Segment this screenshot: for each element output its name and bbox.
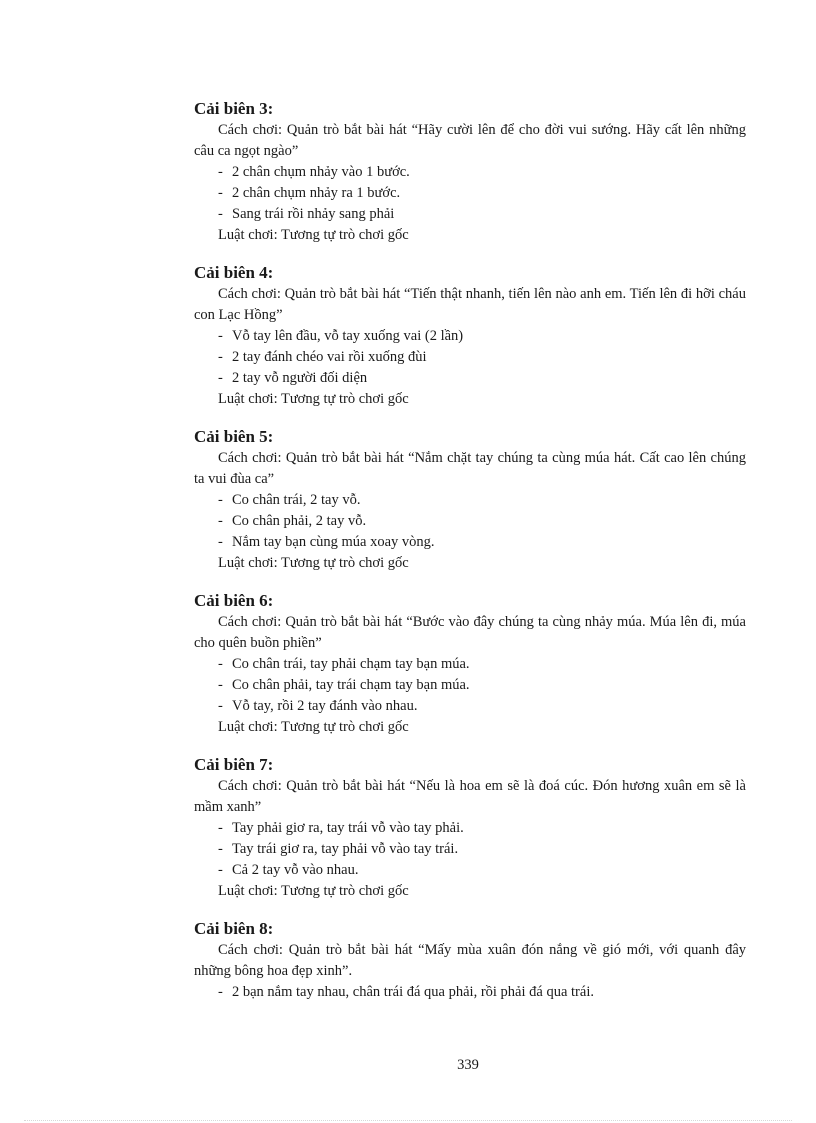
- list-item: - Co chân trái, 2 tay vỗ.: [218, 492, 361, 508]
- section-title: Cải biên 3:: [194, 99, 274, 118]
- section-cai-bien-4: [194, 260, 746, 410]
- section-title: Cải biên 4:: [194, 263, 274, 282]
- step-list: [194, 818, 746, 881]
- list-item: - Co chân phải, tay trái chạm tay bạn múa.: [218, 677, 470, 693]
- list-item: - 2 chân chụm nhảy vào 1 bước.: [218, 164, 410, 180]
- list-item: - Nắm tay bạn cùng múa xoay vòng.: [218, 534, 435, 550]
- step-list: [194, 654, 746, 717]
- section-paragraph: Cách chơi: Quản trò bắt bài hát “Nếu là hoa em sẽ là đoá cúc. Đón hương xuân em sẽ là mầm xanh”: [194, 778, 746, 815]
- section-paragraph: Cách chơi: Quản trò bắt bài hát “Nắm chặt tay chúng ta cùng múa hát. Cất cao lên chúng ta vui đùa ca”: [194, 450, 746, 487]
- rule-text: Luật chơi: Tương tự trò chơi gốc: [218, 555, 409, 571]
- section-cai-bien-8: [194, 916, 746, 1003]
- section-paragraph: Cách chơi: Quản trò bắt bài hát “Bước vào đây chúng ta cùng nhảy múa. Múa lên đi, múa cho quên buồn phiền”: [194, 614, 746, 651]
- list-item: - Vỗ tay lên đầu, vỗ tay xuống vai (2 lần): [218, 328, 464, 344]
- section-paragraph: Cách chơi: Quản trò bắt bài hát “Hãy cười lên để cho đời vui sướng. Hãy cất lên những câu ca ngọt ngào”: [194, 122, 746, 159]
- step-list: [194, 490, 746, 553]
- page-number: 339: [457, 1057, 479, 1073]
- list-item: - 2 tay đánh chéo vai rồi xuống đùi: [218, 349, 427, 365]
- rule-text: Luật chơi: Tương tự trò chơi gốc: [218, 883, 409, 899]
- step-list: [194, 326, 746, 389]
- rule-text: Luật chơi: Tương tự trò chơi gốc: [218, 227, 409, 243]
- document-page: [194, 96, 746, 1017]
- step-list: [194, 162, 746, 225]
- list-item: - 2 tay vỗ người đối diện: [218, 370, 368, 386]
- footer-divider: [24, 1120, 792, 1121]
- rule-text: Luật chơi: Tương tự trò chơi gốc: [218, 719, 409, 735]
- section-cai-bien-5: [194, 424, 746, 574]
- section-cai-bien-3: [194, 96, 746, 246]
- section-cai-bien-7: [194, 752, 746, 902]
- list-item: - Tay phải giơ ra, tay trái vỗ vào tay phải.: [218, 820, 464, 836]
- list-item: - 2 bạn nắm tay nhau, chân trái đá qua phải, rồi phải đá qua trái.: [218, 984, 594, 1000]
- list-item: - Cả 2 tay vỗ vào nhau.: [218, 862, 359, 878]
- section-title: Cải biên 7:: [194, 755, 274, 774]
- section-title: Cải biên 8:: [194, 919, 274, 938]
- section-paragraph: Cách chơi: Quản trò bắt bài hát “Tiến thật nhanh, tiến lên nào anh em. Tiến lên đi hỡi cháu con Lạc Hồng”: [194, 286, 746, 323]
- rule-text: Luật chơi: Tương tự trò chơi gốc: [218, 391, 409, 407]
- list-item: - Co chân trái, tay phải chạm tay bạn múa.: [218, 656, 470, 672]
- section-title: Cải biên 5:: [194, 427, 274, 446]
- list-item: - Tay trái giơ ra, tay phải vỗ vào tay trái.: [218, 841, 459, 857]
- list-item: - 2 chân chụm nhảy ra 1 bước.: [218, 185, 401, 201]
- list-item: - Vỗ tay, rồi 2 tay đánh vào nhau.: [218, 698, 418, 714]
- list-item: - Sang trái rồi nhảy sang phải: [218, 206, 395, 222]
- list-item: - Co chân phải, 2 tay vỗ.: [218, 513, 367, 529]
- section-title: Cải biên 6:: [194, 591, 274, 610]
- step-list: [194, 982, 746, 1003]
- section-cai-bien-6: [194, 588, 746, 738]
- section-paragraph: Cách chơi: Quản trò bắt bài hát “Mấy mùa xuân đón nắng về gió mới, với quanh đây những bông hoa đẹp xinh”.: [194, 942, 746, 979]
